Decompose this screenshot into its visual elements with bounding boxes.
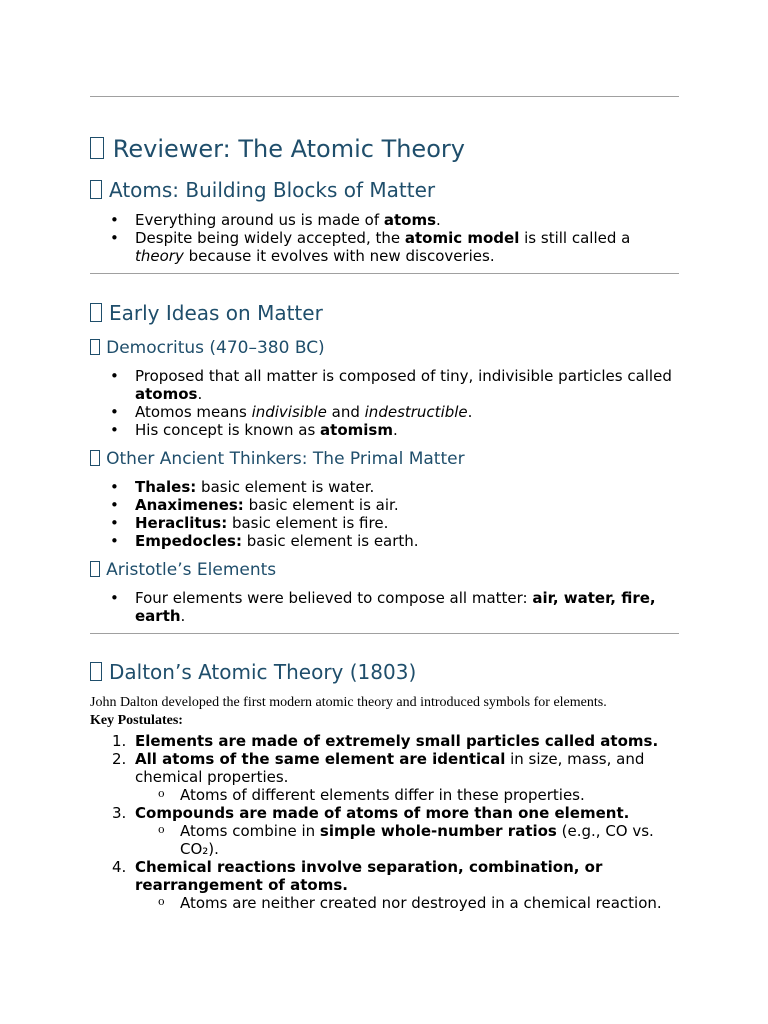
text-run: (e.g., CO vs. CO₂). bbox=[180, 822, 654, 858]
heading-dalton-text: Dalton’s Atomic Theory (1803) bbox=[109, 660, 417, 684]
sub-list-item: o Atoms of different elements differ in these properties. bbox=[135, 786, 679, 804]
missing-glyph-icon bbox=[90, 662, 102, 681]
text-run: . bbox=[392, 421, 398, 439]
italic-term: theory bbox=[135, 247, 184, 265]
aristotle-list bbox=[90, 589, 679, 625]
dalton-intro: John Dalton developed the first modern atomic theory and introduced symbols for elements. bbox=[90, 695, 607, 710]
bold-term: Elements are made of extremely small particles called atoms. bbox=[135, 732, 659, 750]
section-divider bbox=[90, 273, 679, 274]
text-run: Despite being widely accepted, the bbox=[135, 229, 405, 247]
missing-glyph-icon bbox=[90, 303, 102, 322]
bold-term: Chemical reactions involve separation, combination, or rearrangement of atoms. bbox=[135, 858, 603, 894]
sub-list bbox=[135, 822, 679, 858]
thinker-name: Empedocles: bbox=[135, 532, 242, 550]
list-item bbox=[90, 229, 679, 265]
heading-early-ideas bbox=[90, 299, 679, 327]
list-item bbox=[90, 804, 679, 858]
bold-term: atomism bbox=[320, 421, 393, 439]
list-item bbox=[90, 496, 679, 514]
bold-term: simple whole-number ratios bbox=[319, 822, 557, 840]
thinker-name: Thales: bbox=[135, 478, 197, 496]
text-run: . bbox=[467, 403, 473, 421]
list-number: 2. bbox=[112, 750, 127, 768]
thinker-name: Heraclitus: bbox=[135, 514, 228, 532]
heading-democritus-text: Democritus (470–380 BC) bbox=[106, 338, 325, 358]
text-run: basic element is earth. bbox=[241, 532, 419, 550]
heading-aristotle-text: Aristotle’s Elements bbox=[106, 560, 277, 580]
heading-dalton bbox=[90, 658, 679, 686]
text-run: basic element is fire. bbox=[227, 514, 389, 532]
text-run: Four elements were believed to compose all matter: bbox=[135, 589, 533, 607]
thinker-name: Anaximenes: bbox=[135, 496, 244, 514]
democritus-list bbox=[90, 367, 679, 439]
list-item bbox=[90, 514, 679, 532]
text-run: Everything around us is made of bbox=[135, 211, 384, 229]
italic-term: indivisible bbox=[251, 403, 327, 421]
text-run: Proposed that all matter is composed of tiny, indivisible particles called bbox=[135, 367, 672, 385]
page-title bbox=[90, 133, 679, 165]
section-divider bbox=[90, 633, 679, 634]
atoms-list bbox=[90, 211, 679, 265]
bold-term: atoms bbox=[383, 211, 437, 229]
heading-aristotle bbox=[90, 558, 679, 582]
list-item bbox=[90, 403, 679, 421]
list-item bbox=[90, 211, 679, 229]
text-run: . bbox=[180, 607, 186, 625]
postulates-list bbox=[90, 732, 679, 912]
text-run: . bbox=[436, 211, 441, 229]
list-item bbox=[90, 589, 679, 625]
list-item bbox=[90, 532, 679, 550]
heading-ancient-thinkers-text: Other Ancient Thinkers: The Primal Matter bbox=[106, 449, 465, 469]
text-run: is still called a bbox=[519, 229, 631, 247]
list-item bbox=[90, 367, 679, 403]
bold-term: atomos bbox=[135, 385, 198, 403]
text-run: basic element is water. bbox=[196, 478, 375, 496]
text-run: Atomos means bbox=[135, 403, 252, 421]
heading-early-ideas-text: Early Ideas on Matter bbox=[109, 301, 323, 325]
missing-glyph-icon bbox=[90, 180, 102, 199]
list-item bbox=[90, 421, 679, 439]
document-content bbox=[90, 96, 679, 912]
heading-ancient-thinkers bbox=[90, 447, 679, 471]
text-run: because it evolves with new discoveries. bbox=[183, 247, 495, 265]
list-item bbox=[90, 750, 679, 804]
key-postulates-text: Key Postulates: bbox=[90, 713, 183, 728]
missing-glyph-icon bbox=[90, 561, 100, 577]
list-number: 4. bbox=[112, 858, 127, 876]
bold-term: All atoms of the same element are identical bbox=[135, 750, 506, 768]
text-run: basic element is air. bbox=[243, 496, 399, 514]
bold-term: air, water, fire, earth bbox=[135, 589, 656, 625]
list-item bbox=[90, 732, 679, 750]
sub-list bbox=[135, 786, 679, 804]
key-postulates-label bbox=[90, 712, 679, 730]
list-item bbox=[90, 478, 679, 496]
sub-list bbox=[135, 894, 679, 912]
list-number: 3. bbox=[112, 804, 127, 822]
sub-list-item bbox=[135, 822, 679, 858]
text-run: His concept is known as bbox=[135, 421, 321, 439]
sub-list-item: o Atoms are neither created nor destroyed in a chemical reaction. bbox=[135, 894, 679, 912]
italic-term: indestructible bbox=[364, 403, 468, 421]
text-run: and bbox=[326, 403, 365, 421]
text-run: Atoms combine in bbox=[180, 822, 320, 840]
top-divider bbox=[90, 96, 679, 97]
bold-term: Compounds are made of atoms of more than one element. bbox=[135, 804, 630, 822]
missing-glyph-icon bbox=[90, 339, 100, 355]
text-run: . bbox=[197, 385, 203, 403]
list-item bbox=[90, 858, 679, 912]
thinkers-list bbox=[90, 478, 679, 550]
bold-term: atomic model bbox=[404, 229, 520, 247]
text-run: in size, mass, and chemical properties. bbox=[135, 750, 645, 786]
missing-glyph-icon bbox=[90, 450, 100, 466]
list-number: 1. bbox=[112, 732, 127, 750]
heading-democritus bbox=[90, 336, 679, 360]
page-title-text: Reviewer: The Atomic Theory bbox=[112, 135, 465, 163]
heading-atoms-text: Atoms: Building Blocks of Matter bbox=[109, 178, 436, 202]
heading-atoms bbox=[90, 176, 679, 204]
missing-glyph-icon bbox=[90, 137, 104, 160]
